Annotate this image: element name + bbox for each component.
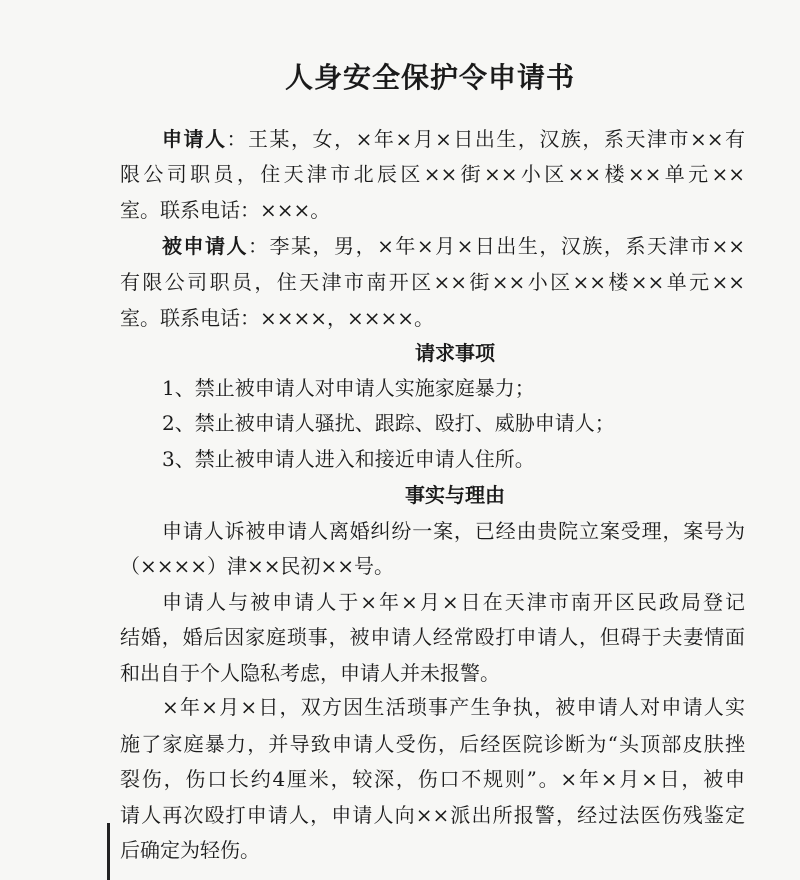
applicant-label: 申请人 [162, 127, 227, 151]
margin-bar [107, 823, 110, 880]
request-item-1: 1、禁止被申请人对申请人实施家庭暴力； [162, 376, 535, 400]
document-title: 人身安全保护令申请书 [284, 61, 575, 94]
facts-p2-line-2: 结婚，婚后因家庭琐事，被申请人经常殴打申请人，但碍于夫妻情面 [120, 625, 745, 649]
facts-p1-line-2: （××××）津××民初××号。 [120, 554, 395, 578]
facts-p1-line-1: 申请人诉被申请人离婚纠纷一案，已经由贵院立案受理，案号为 [162, 519, 745, 543]
facts-p2-line-3: 和出自于个人隐私考虑，申请人并未报警。 [120, 661, 500, 685]
applicant-line-1: 申请人：王某，女，×年×月×日出生，汉族，系天津市××有 [162, 127, 745, 151]
respondent-label: 被申请人 [162, 234, 249, 258]
respondent-line-2: 有限公司职员，住天津市南开区××街××小区××楼××单元×× [120, 270, 745, 294]
facts-p3-line-1: ×年×月×日，双方因生活琐事产生争执，被申请人对申请人实 [162, 695, 745, 719]
facts-p3-line-5: 后确定为轻伤。 [120, 838, 260, 862]
facts-p3-line-3: 裂伤，伤口长约4厘米，较深，伤口不规则”。×年×月×日，被申 [120, 767, 745, 791]
respondent-line-3: 室。联系电话：××××，××××。 [120, 306, 435, 330]
applicant-line-2: 限公司职员，住天津市北辰区××街××小区××楼××单元×× [120, 162, 745, 186]
facts-p2-line-1: 申请人与被申请人于×年×月×日在天津市南开区民政局登记 [162, 590, 745, 614]
request-item-3: 3、禁止被申请人进入和接近申请人住所。 [162, 447, 535, 471]
requests-heading: 请求事项 [415, 341, 495, 365]
applicant-line-3: 室。联系电话：×××。 [120, 198, 331, 222]
request-item-2: 2、禁止被申请人骚扰、跟踪、殴打、威胁申请人； [162, 411, 615, 435]
facts-p3-line-4: 请人再次殴打申请人，申请人向××派出所报警，经过法医伤残鉴定 [120, 803, 745, 827]
respondent-line-1: 被申请人：李某，男，×年×月×日出生，汉族，系天津市×× [162, 234, 745, 258]
facts-p3-line-2: 施了家庭暴力，并导致申请人受伤，后经医院诊断为“头顶部皮肤挫 [120, 732, 745, 756]
facts-heading: 事实与理由 [405, 483, 505, 507]
